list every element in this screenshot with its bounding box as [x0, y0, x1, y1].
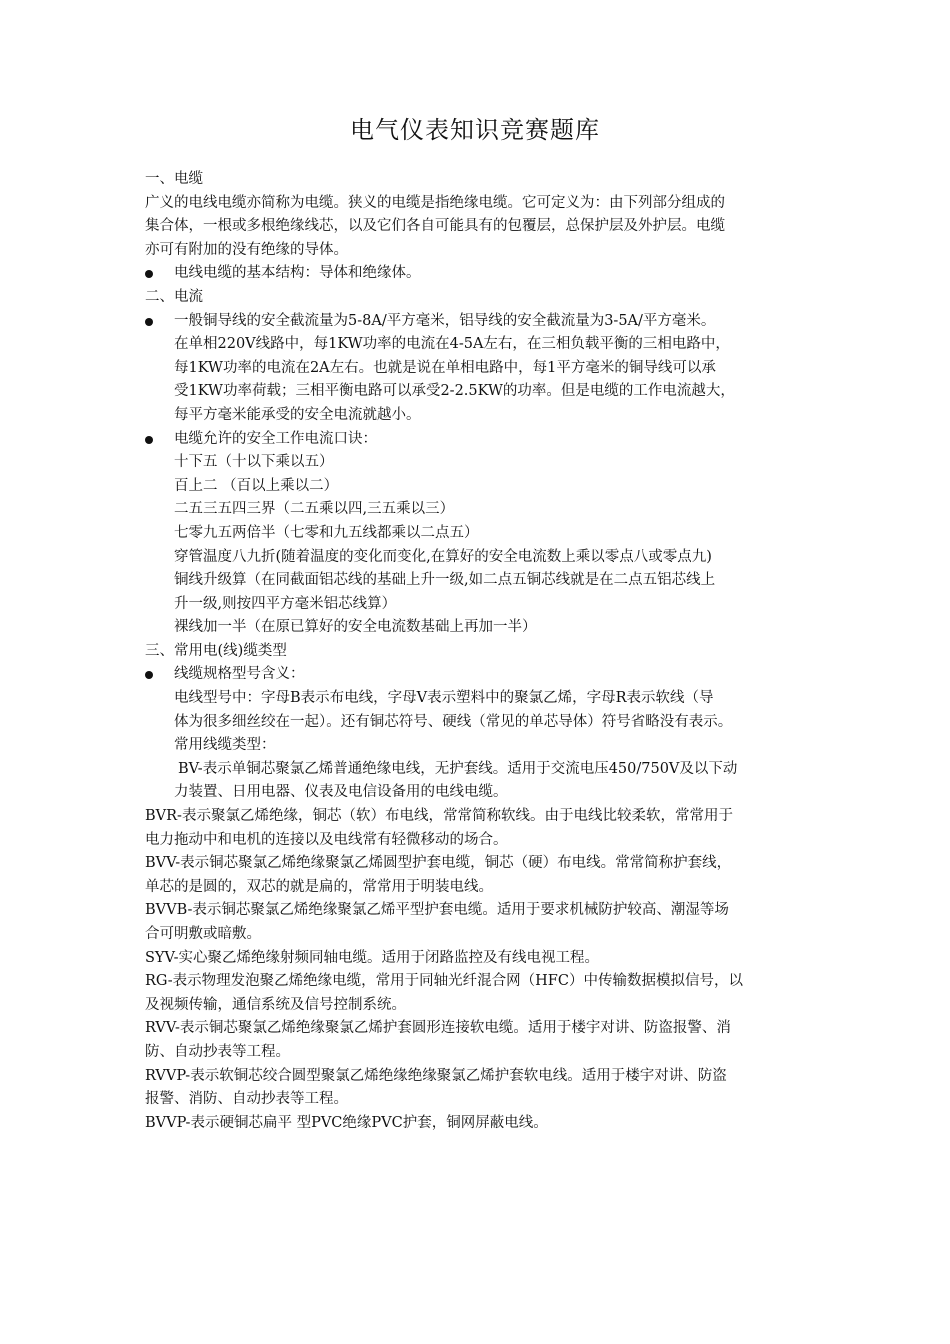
bullet-item: [145, 310, 810, 334]
text-line: 穿管温度八九折(随着温度的变化而变化,在算好的安全电流数上乘以零点八或零点九): [174, 548, 712, 565]
text-line: RVV-表示铜芯聚氯乙烯绝缘聚氯乙烯护套圆形连接软电缆。适用于楼宇对讲、防盗报警、消: [145, 1020, 731, 1037]
text-line: RG-表示物理发泡聚乙烯绝缘电缆，常用于同轴光纤混合网（HFC）中传输数据模拟信号，以: [145, 973, 743, 990]
text-line: 集合体，一根或多根绝缘线芯，以及它们各自可能具有的包覆层，总保护层及外护层。电缆: [145, 218, 725, 235]
text-line: 受1KW功率荷载；三相平衡电路可以承受2-2.5KW的功率。但是电缆的工作电流越大，: [174, 383, 735, 400]
text-line: SYV-实心聚乙烯绝缘射频同轴电缆。适用于闭路监控及有线电视工程。: [145, 949, 600, 966]
text-line: 裸线加一半（在原已算好的安全电流数基础上再加一半）: [174, 619, 537, 636]
text-line: 力装置、日用电器、仪表及电信设备用的电线电缆。: [174, 784, 508, 801]
text-line: 一、电缆: [145, 171, 203, 187]
text-line: BVV-表示铜芯聚氯乙烯绝缘聚氯乙烯圆型护套电缆，铜芯（硬）布电线。常常简称护套线，: [145, 855, 732, 872]
text-line: 亦可有附加的没有绝缘的导体。: [145, 241, 348, 258]
text-line: 常用线缆类型：: [174, 737, 276, 754]
text-line: 每平方毫米能承受的安全电流就越小。: [174, 406, 421, 423]
bullet-text: 一般铜导线的安全截流量为5-8A/平方毫米，铝导线的安全截流量为3-5A/平方毫米。: [174, 312, 716, 329]
text-line: 单芯的是圆的，双芯的就是扁的，常常用于明装电线。: [145, 878, 493, 895]
text-line: 每1KW功率的电流在2A左右。也就是说在单相电路中，每1平方毫米的铜导线可以承: [174, 359, 716, 376]
text-line: 防、自动抄表等工程。: [145, 1043, 290, 1060]
text-line: 在单相220V线路中，每1KW功率的电流在4-5A左右，在三相负载平衡的三相电路中，: [174, 336, 730, 353]
text-line: 三、常用电(线)缆类型: [145, 642, 287, 659]
text-line: 报警、消防、自动抄表等工程。: [145, 1091, 348, 1108]
document-body: [145, 168, 810, 1135]
text-line: 十下五（十以下乘以五）: [174, 454, 334, 471]
bullet-dot-icon: [145, 318, 153, 326]
text-line: 二五三五四三界（二五乘以四,三五乘以三）: [174, 501, 455, 518]
bullet-dot-icon: [145, 671, 153, 679]
text-line: 体为很多细丝绞在一起）。还有铜芯符号、硬线（常见的单芯导体）符号省略没有表示。: [174, 713, 733, 730]
text-line: 电力拖动中和电机的连接以及电线常有轻微移动的场合。: [145, 831, 508, 848]
text-line: 铜线升级算（在同截面铝芯线的基础上升一级,如二点五铜芯线就是在二点五铝芯线上: [174, 572, 716, 589]
bullet-text: 电缆允许的安全工作电流口诀：: [174, 430, 377, 447]
bullet-text: 线缆规格型号含义：: [174, 666, 305, 683]
bullet-item: [145, 663, 810, 687]
bullet-dot-icon: [145, 270, 153, 278]
text-line: 升一级,则按四平方毫米铝芯线算）: [174, 595, 397, 612]
text-line: 及视频传输，通信系统及信号控制系统。: [145, 996, 406, 1013]
text-line: 合可明敷或暗敷。: [145, 926, 261, 942]
text-line: RVVP-表示软铜芯绞合圆型聚氯乙烯绝缘绝缘聚氯乙烯护套软电线。适用于楼宇对讲、防盗: [145, 1067, 727, 1084]
text-line: 二、电流: [145, 288, 203, 305]
text-line: 七零九五两倍半（七零和九五线都乘以二点五）: [174, 524, 479, 541]
text-line: 电线型号中：字母B表示布电线，字母V表示塑料中的聚氯乙烯，字母R表示软线（导: [174, 690, 714, 707]
text-line: 百上二 （百以上乘以二）: [174, 477, 339, 494]
text-line: BVVP-表示硬铜芯扁平 型PVC绝缘PVC护套，铜网屏蔽电线。: [145, 1114, 548, 1131]
bullet-item: [145, 428, 810, 452]
bullet-dot-icon: [145, 436, 153, 444]
bullet-item: [145, 262, 810, 286]
bullet-text: 电线电缆的基本结构：导体和绝缘体。: [174, 265, 421, 282]
text-line: BVVB-表示铜芯聚氯乙烯绝缘聚氯乙烯平型护套电缆。适用于要求机械防护较高、潮湿等场: [145, 902, 729, 919]
text-line: BV-表示单铜芯聚氯乙烯普通绝缘电线，无护套线。适用于交流电压450/750V及以下动: [178, 760, 738, 777]
page-title: 电气仪表知识竞赛题库: [350, 116, 600, 144]
text-line: 广义的电线电缆亦简称为电缆。狭义的电缆是指绝缘电缆。它可定义为：由下列部分组成的: [145, 194, 725, 211]
text-line: BVR-表示聚氯乙烯绝缘，铜芯（软）布电线，常常简称软线。由于电线比较柔软，常常用于: [145, 808, 733, 825]
